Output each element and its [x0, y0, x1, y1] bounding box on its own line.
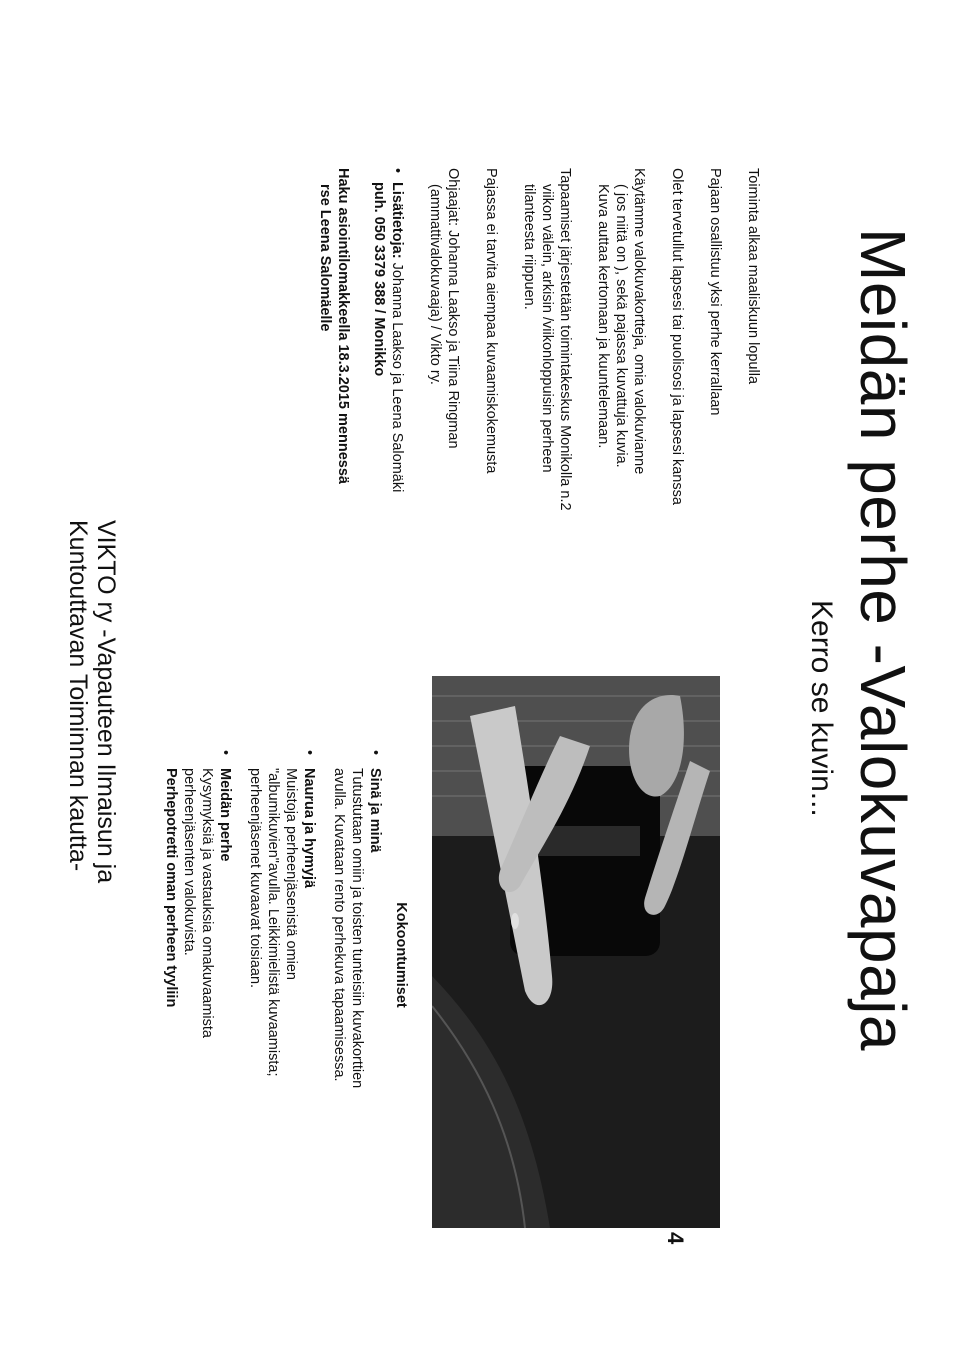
- text-line: Tapaamiset järjestetään toimintakeskus Monikolla n.2: [557, 168, 573, 511]
- page-title: Meidän perhe -Valokuvapaja: [847, 228, 919, 1051]
- text-line: Tutustutaan omiin ja toisten tunteisiin kuvakorttien: [349, 768, 365, 1089]
- bullet-icon: •: [301, 750, 317, 756]
- info-paragraph: Toiminta alkaa maaliskuun lopulla: [745, 168, 761, 385]
- page-number: 4: [663, 1232, 688, 1245]
- text-line: Perhepotretti oman perheen tyyliin: [163, 768, 179, 1008]
- bullet-icon: •: [389, 168, 405, 174]
- info-paragraph: Pajaan osallistuu yksi perhe kerrallaan: [707, 168, 723, 416]
- text-line: perheenjäsenet kuvaavat toisiaan.: [247, 768, 263, 989]
- contact-phone: puh. 050 3379 388 / Monikko: [371, 182, 387, 377]
- text-line: Ohjaajat: Johanna Laakso ja Tiina Ringman: [445, 168, 461, 449]
- text-line: rse Leena Salomäelle: [317, 184, 333, 332]
- info-paragraph: Pajassa ei tarvita aiempaa kuvaamiskokemusta: [483, 168, 499, 474]
- info-paragraph: [594, 168, 648, 628]
- text-line: viikon välein, arkisin /viikonloppuisin perheen: [539, 184, 555, 473]
- meetings-heading: Kokoontumiset: [393, 902, 409, 1008]
- text-line: avulla. Kuvataan rento perhekuva tapaamisessa.: [331, 768, 347, 1082]
- meeting-text: [162, 768, 234, 1038]
- bullet-icon: •: [367, 750, 383, 756]
- text-line: Kysymyksiä ja vastauksia omakuvaamista: [199, 768, 215, 1038]
- meeting-text: [330, 768, 384, 1088]
- meeting-item: [330, 750, 384, 1270]
- meeting-item: [246, 750, 318, 1270]
- contact-names: Johanna Laakso ja Leena Salomäki: [389, 258, 405, 493]
- meeting-title: Naurua ja hymyjä: [301, 768, 317, 889]
- photo-hands-camera: [432, 676, 720, 1228]
- meeting-title: Meidän perhe: [217, 768, 233, 862]
- info-paragraph: [520, 168, 574, 628]
- contact-bullet: [370, 168, 406, 628]
- instructors-paragraph: [426, 168, 462, 628]
- text-line: "albumikuvien"avulla. Leikkimielistä kuvaamista;: [265, 768, 281, 1077]
- text-line: VIKTO ry -Vapauteen Ilmaisun ja: [92, 520, 120, 884]
- text-line: Kuntouttavan Toiminnan kautta-: [64, 520, 92, 872]
- bullet-icon: •: [217, 750, 233, 756]
- info-paragraph: Olet tervetullut lapsesi tai puolisosi ja lapsesi kanssa: [669, 168, 685, 505]
- text-line: Haku asiointilomakkeella 18.3.2015 mennessä: [335, 168, 351, 484]
- text-line: ( jos niitä on ), sekä pajassa kuvattuja kuvia.: [613, 184, 629, 468]
- info-column: [296, 168, 762, 628]
- meeting-text: [246, 768, 318, 1076]
- meeting-item: [162, 750, 234, 1270]
- text-line: perheenjäsenten valokuvista.: [181, 768, 197, 956]
- text-line: Käytämme valokuvakortteja, omia valokuvianne: [631, 168, 647, 475]
- text-line: tilanteesta riippuen.: [521, 184, 537, 310]
- application-info: [316, 168, 352, 628]
- contact-text: [370, 182, 406, 492]
- contact-label: Lisätietoja:: [389, 182, 405, 259]
- meetings-column: [150, 750, 410, 1270]
- page-subtitle: Kerro se kuvin...: [805, 600, 838, 817]
- text-line: Muistoja perheenjäsenistä omien: [283, 768, 299, 980]
- photo-illustration: [432, 676, 720, 1228]
- text-line: (ammattivalokuvaaja) / Vikto ry.: [427, 184, 443, 385]
- organization-footer: [64, 520, 120, 883]
- meeting-title: Sinä ja minä: [367, 768, 383, 853]
- text-line: Kuva auttaa kertomaan ja kuuntelemaan.: [595, 184, 611, 449]
